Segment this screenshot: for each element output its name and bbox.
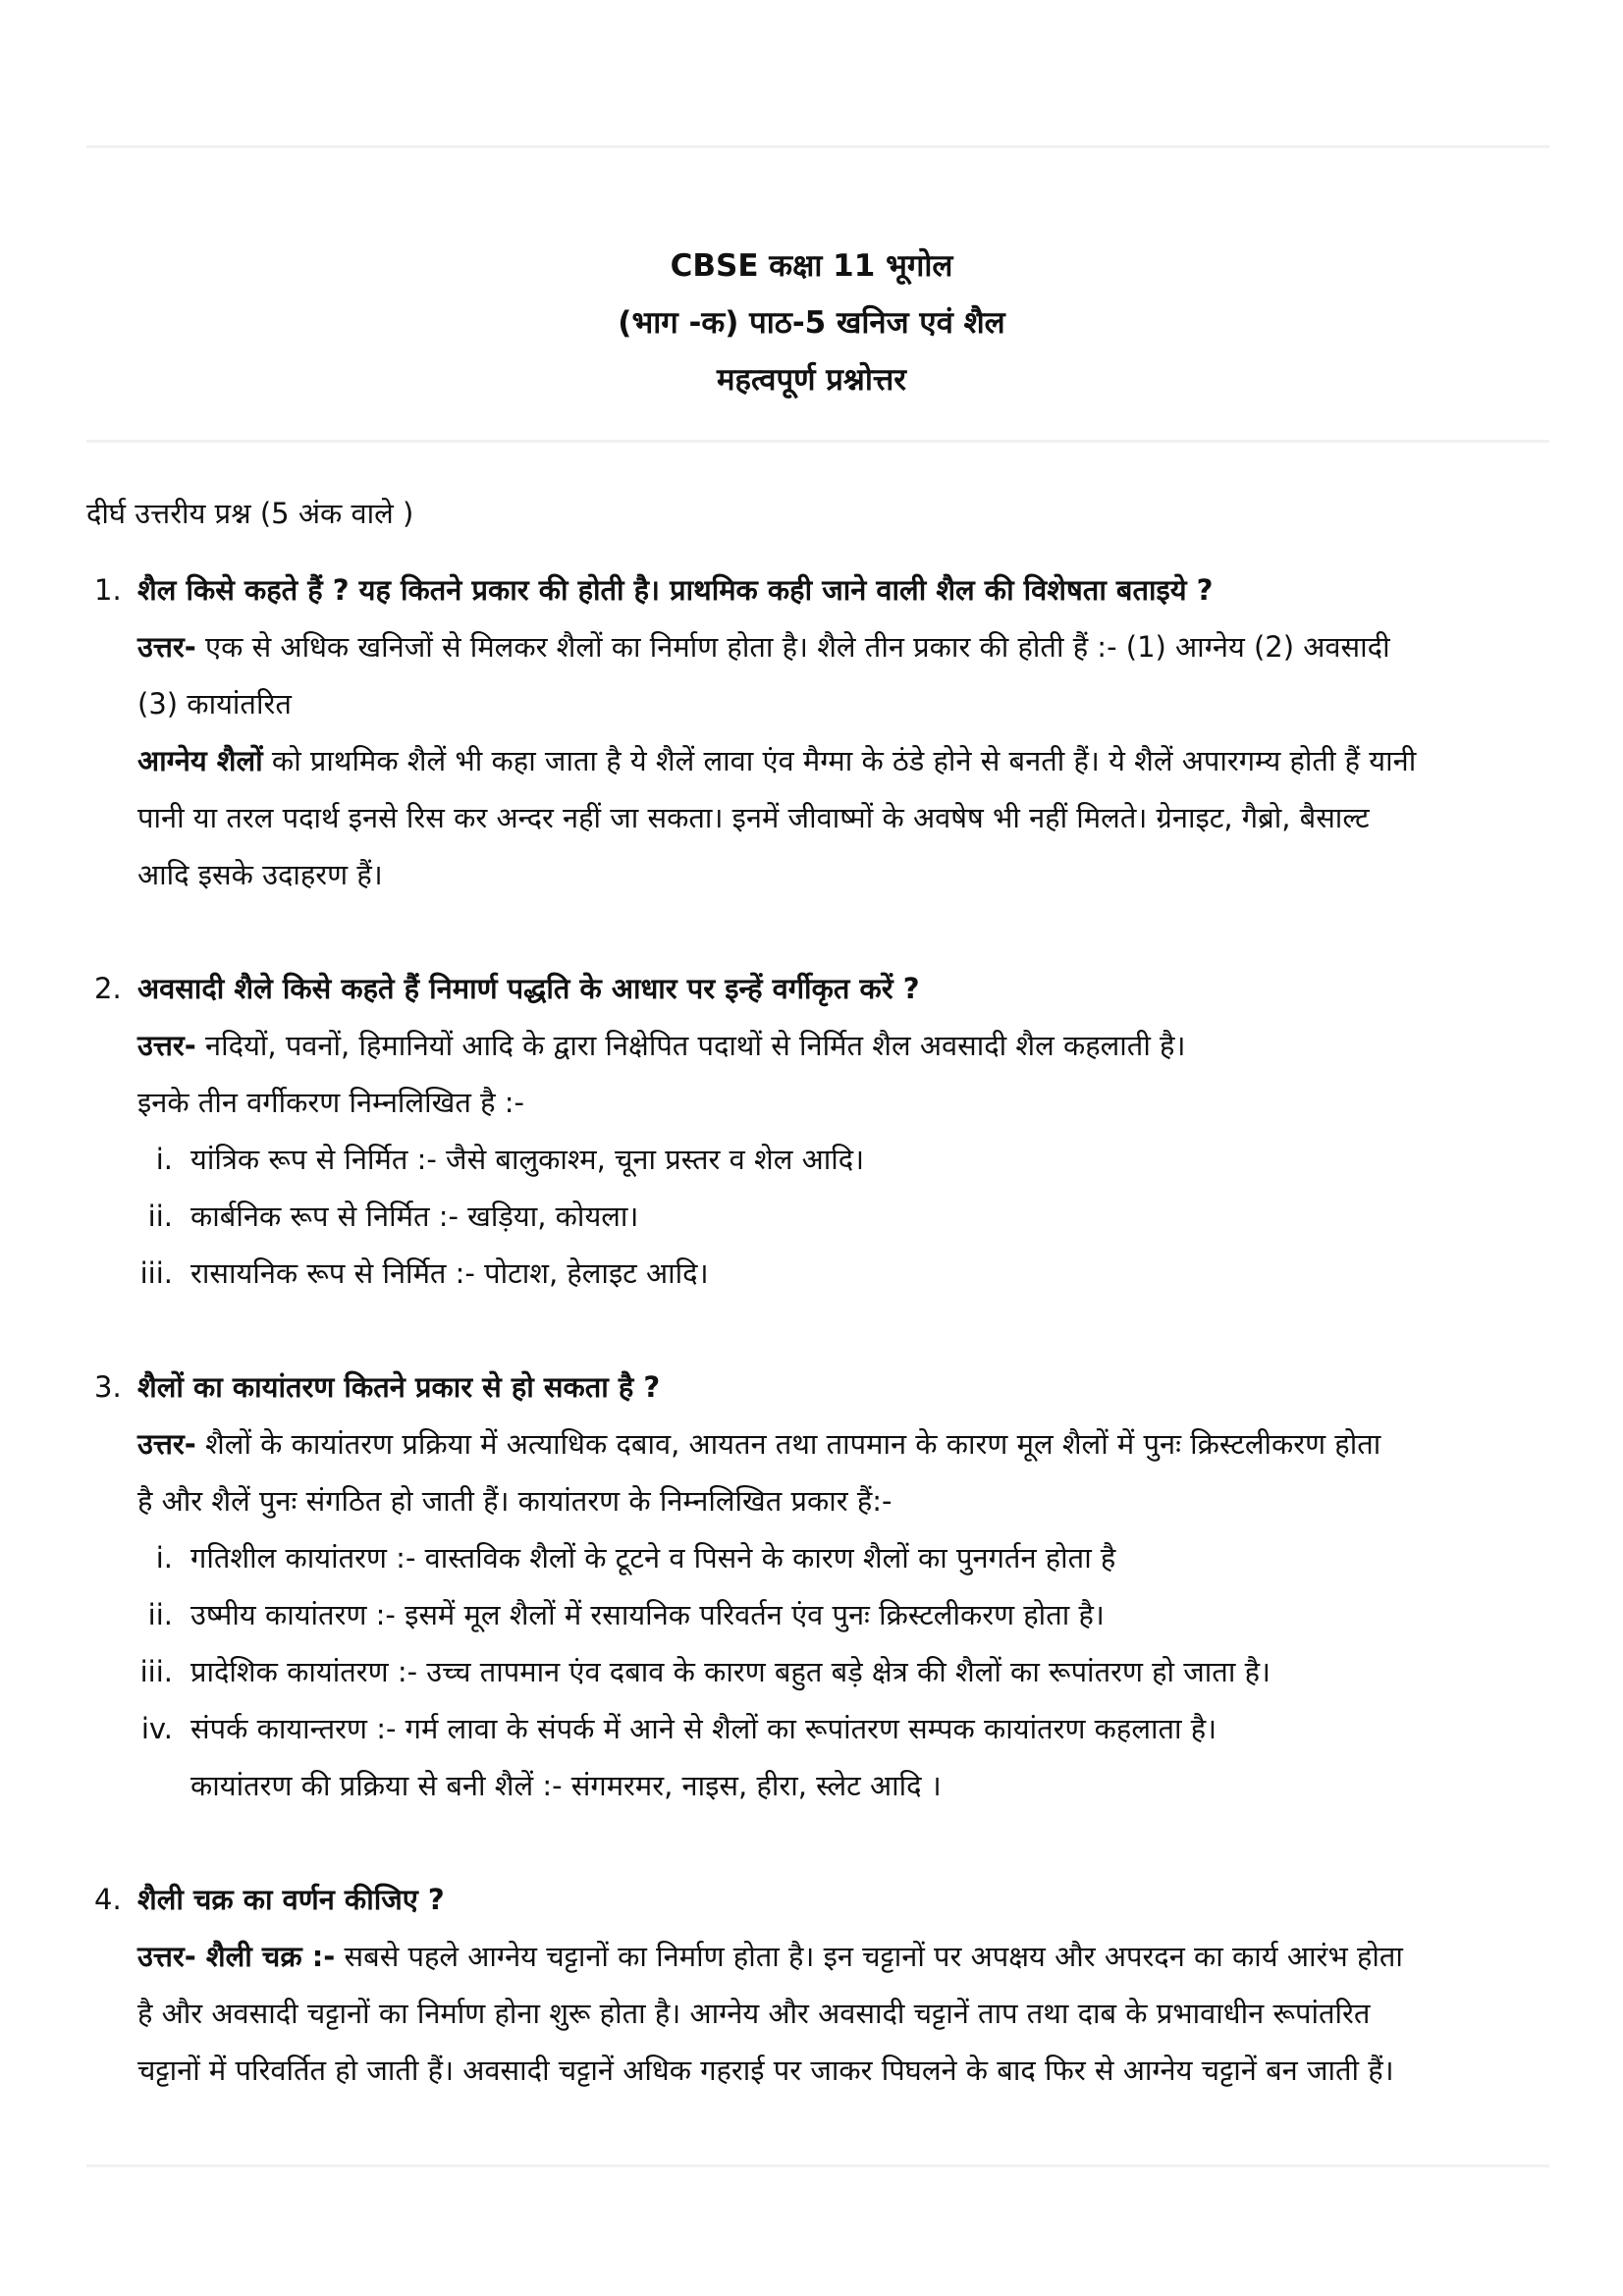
question-4 <box>86 1871 1549 2099</box>
question-text: शैल किसे कहते हैं ? यह कितने प्रकार की होती है। प्राथमिक कही जाने वाली शैल की विशेषता बताइये ? <box>137 573 1214 607</box>
list-item-number: i. <box>155 1541 173 1575</box>
document-body <box>86 485 1549 2099</box>
list-item-text: यांत्रिक रूप से निर्मित :- जैसे बालुकाश्म, चूना प्रस्तर व शेल आदि। <box>190 1143 865 1176</box>
list-item <box>86 1188 1549 1245</box>
classification-list <box>86 1131 1549 1302</box>
list-item <box>86 1529 1549 1586</box>
list-item <box>86 1586 1549 1643</box>
list-item-text: संपर्क कायान्तरण :- गर्म लावा के संपर्क में आने से शैलों का रूपांतरण सम्पक कायांतरण कहलाता है। <box>190 1712 1217 1745</box>
question-text: अवसादी शैले किसे कहते हैं निमार्ण पद्धति के आधार पर इन्हें वर्गीकृत करें ? <box>137 972 920 1005</box>
answer-text-line: पानी या तरल पदार्थ इनसे रिस कर अन्दर नहीं जा सकता। इनमें जीवाष्मों के अवषेष भी नहीं मिलते। ग्रेनाइट, गैब्रो, बैसाल्ट <box>137 801 1370 834</box>
answer-paragraph <box>137 1017 1549 1074</box>
answer-text-line: (3) कायांतरित <box>137 687 292 721</box>
bottom-divider <box>86 2164 1549 2167</box>
answer-text-line: चट्टानों में परिवर्तित हो जाती हैं। अवसादी चट्टानें अधिक गहराई पर जाकर पिघलने के बाद फिर से आग्नेय चट्टानें बन जाती हैं। <box>137 2054 1394 2087</box>
list-item-text: गतिशील कायांतरण :- वास्तविक शैलों के टूटने व पिसने के कारण शैलों का पुनगर्तन होता है <box>190 1541 1116 1575</box>
header-title: CBSE कक्षा 11 भूगोल <box>670 248 953 284</box>
document-header <box>0 238 1623 408</box>
list-tail-note: कायांतरण की प्रक्रिया से बनी शैलें :- संगमरमर, नाइस, हीरा, स्लेट आदि । <box>190 1769 942 1802</box>
list-item <box>86 1700 1549 1757</box>
question-1 <box>86 561 1549 903</box>
question-text: शैली चक्र का वर्णन कीजिए ? <box>137 1883 445 1916</box>
list-item-number: iv. <box>140 1712 173 1745</box>
section-heading: दीर्घ उत्तरीय प्रश्न (5 अंक वाले ) <box>86 497 414 530</box>
question-3 <box>86 1359 1549 1814</box>
question-number: 4. <box>94 1883 122 1916</box>
answer-text-line: इनके तीन वर्गीकरण निम्नलिखित है :- <box>137 1086 524 1119</box>
answer-text: सबसे पहले आग्नेय चट्टानों का निर्माण होता है। इन चट्टानों पर अपक्षय और अपरदन का कार्य आरंभ होता <box>335 1940 1403 1973</box>
answer-paragraph <box>137 618 1549 675</box>
question-number: 1. <box>94 573 122 607</box>
list-item <box>86 1643 1549 1700</box>
list-item <box>86 1131 1549 1188</box>
list-item-text: प्रादेशिक कायांतरण :- उच्च तापमान एंव दबाव के कारण बहुत बड़े क्षेत्र की शैलों का रूपांतरण हो जाता है। <box>190 1655 1271 1688</box>
list-item <box>86 1245 1549 1302</box>
header-divider <box>86 440 1549 443</box>
answer-label: उत्तर- <box>137 1029 196 1062</box>
header-chapter: (भाग -क) पाठ-5 खनिज एवं शैल <box>618 305 1005 341</box>
question-2 <box>86 960 1549 1302</box>
list-item-text: उष्मीय कायांतरण :- इसमें मूल शैलों में रसायनिक परिवर्तन एंव पुनः क्रिस्टलीकरण होता है। <box>190 1598 1105 1631</box>
list-item-number: i. <box>155 1143 173 1176</box>
metamorphism-list <box>86 1529 1549 1814</box>
list-item-number: ii. <box>147 1598 173 1631</box>
bold-term: आग्नेय शैलों <box>137 744 263 777</box>
answer-text: नदियों, पवनों, हिमानियों आदि के द्वारा निक्षेपित पदाथों से निर्मित शैल अवसादी शैल कहलाती है। <box>195 1029 1186 1062</box>
answer-text-line: है और अवसादी चट्टानों का निर्माण होना शुरू होता है। आग्नेय और अवसादी चट्टानें ताप तथा दाब के प्रभावाधीन रूपांतरित <box>137 1997 1371 2030</box>
question-number: 3. <box>94 1370 122 1404</box>
answer-label: उत्तर- शैली चक्र :- <box>137 1940 336 1973</box>
answer-text-line: है और शैलें पुनः संगठित हो जाती हैं। कायांतरण के निम्नलिखित प्रकार हैं:- <box>137 1484 893 1518</box>
list-item-number: iii. <box>139 1256 173 1290</box>
answer-text: को प्राथमिक शैलें भी कहा जाता है ये शैलें लावा एंव मैग्मा के ठंडे होने से बनती हैं। ये शैलें अपारगम्य होती हैं यानी <box>262 744 1417 777</box>
answer-paragraph <box>137 732 1549 789</box>
answer-label: उत्तर- <box>137 630 196 664</box>
list-item-text: रासायनिक रूप से निर्मित :- पोटाश, हेलाइट आदि। <box>190 1256 709 1290</box>
header-subtitle: महत्वपूर्ण प्रश्नोत्तर <box>717 362 906 398</box>
answer-label: उत्तर- <box>137 1427 196 1461</box>
answer-text: शैलों के कायांतरण प्रक्रिया में अत्याधिक दबाव, आयतन तथा तापमान के कारण मूल शैलों में पुनः क्रिस्टलीकरण होता <box>195 1427 1381 1461</box>
answer-text-line: आदि इसके उदाहरण हैं। <box>137 858 383 891</box>
question-number: 2. <box>94 972 122 1005</box>
answer-paragraph <box>137 1928 1549 1985</box>
list-item-number: iii. <box>139 1655 173 1688</box>
list-item-number: ii. <box>147 1200 173 1233</box>
list-item-text: कार्बनिक रूप से निर्मित :- खड़िया, कोयला। <box>190 1200 639 1233</box>
top-divider <box>86 145 1549 148</box>
answer-text: एक से अधिक खनिजों से मिलकर शैलों का निर्माण होता है। शैले तीन प्रकार की होती हैं :- (1) आग्नेय (2) अवसादी <box>195 630 1390 664</box>
question-text: शैलों का कायांतरण कितने प्रकार से हो सकता है ? <box>137 1370 661 1404</box>
answer-paragraph <box>137 1415 1549 1472</box>
